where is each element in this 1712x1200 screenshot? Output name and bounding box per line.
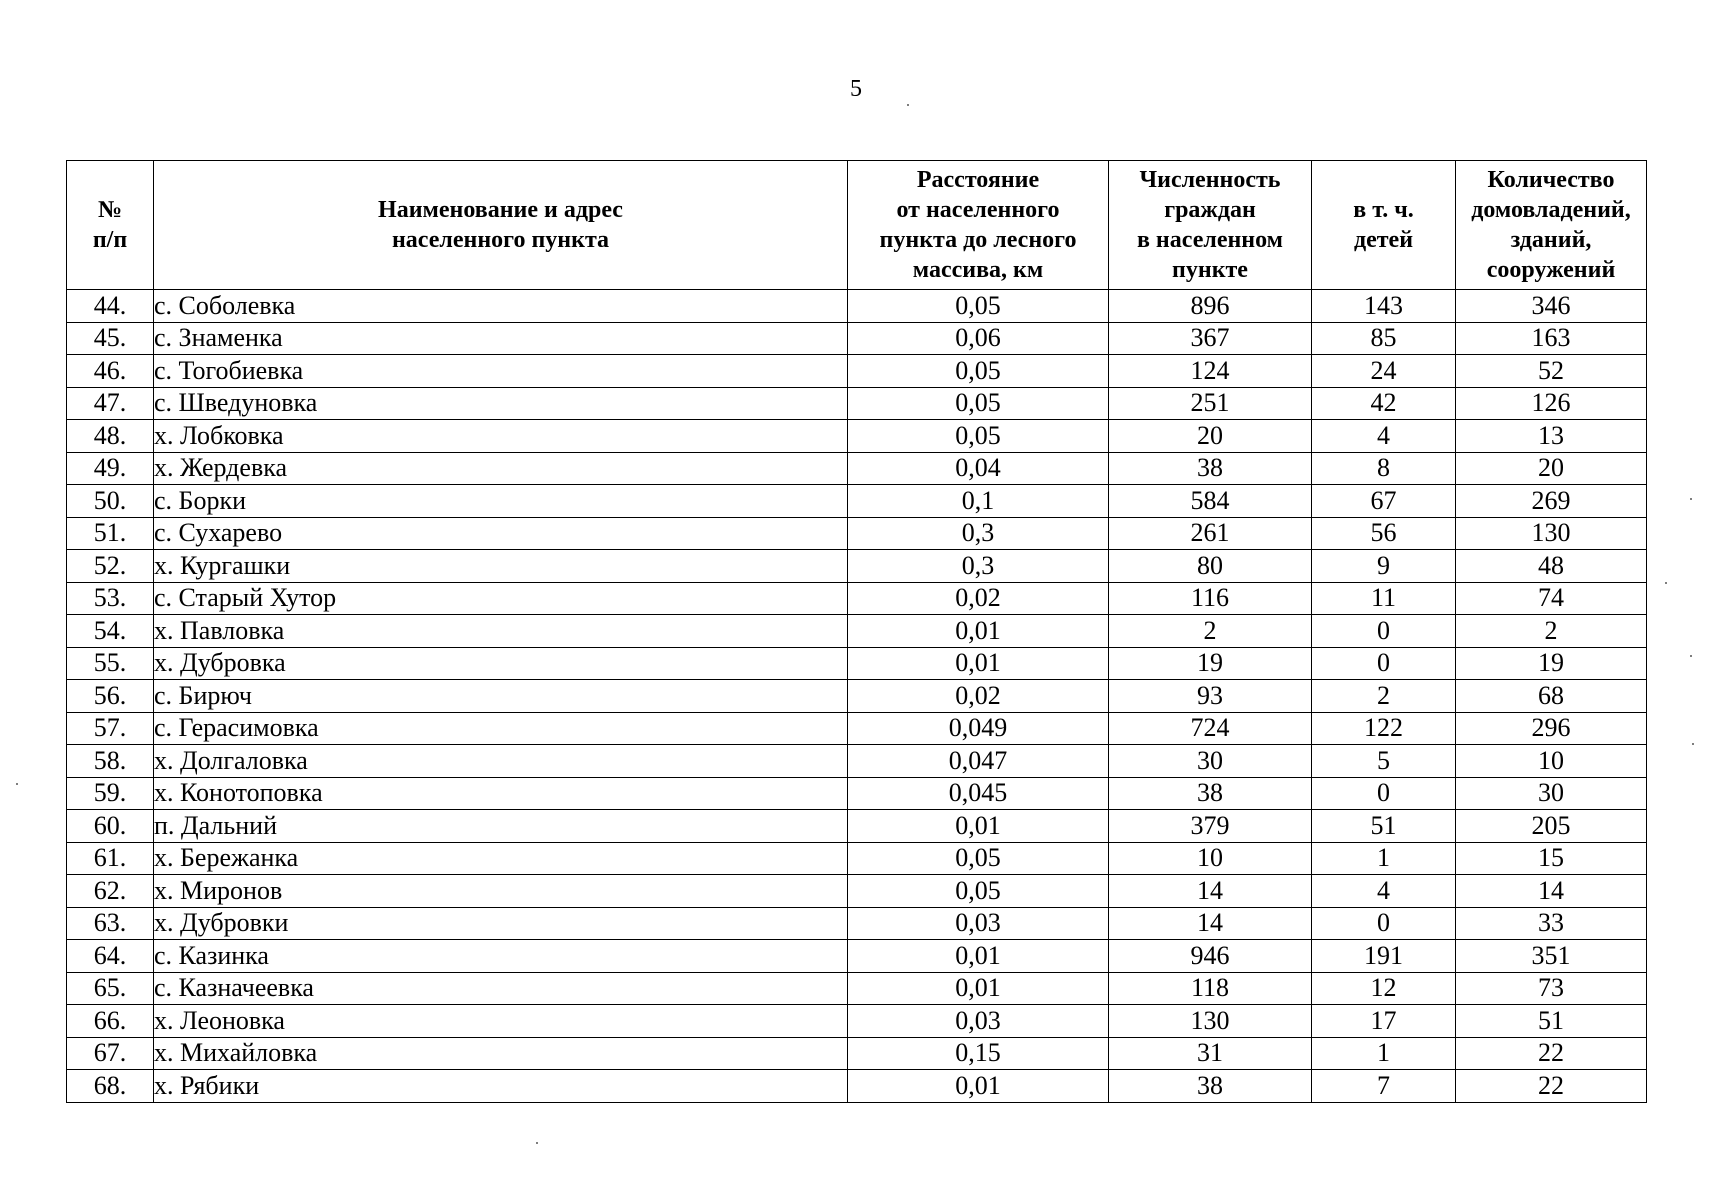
table-row — [67, 940, 1647, 973]
table-row — [67, 1037, 1647, 1070]
cell-buildings: 19 — [1456, 647, 1647, 680]
cell-number: 64. — [67, 940, 154, 973]
cell-buildings: 2 — [1456, 615, 1647, 648]
cell-name: с. Казинка — [154, 940, 848, 973]
page-number: 5 — [850, 76, 862, 102]
cell-name: с. Бирюч — [154, 680, 848, 713]
table-row — [67, 517, 1647, 550]
cell-children: 0 — [1312, 647, 1456, 680]
cell-distance: 0,05 — [848, 387, 1109, 420]
cell-number: 68. — [67, 1070, 154, 1103]
cell-name: с. Герасимовка — [154, 712, 848, 745]
cell-buildings: 74 — [1456, 582, 1647, 615]
cell-buildings: 15 — [1456, 842, 1647, 875]
cell-population: 38 — [1109, 777, 1312, 810]
table-body — [67, 290, 1647, 1103]
cell-population: 14 — [1109, 907, 1312, 940]
cell-children: 24 — [1312, 355, 1456, 388]
cell-name: х. Дубровка — [154, 647, 848, 680]
cell-buildings: 13 — [1456, 420, 1647, 453]
cell-name: х. Дубровки — [154, 907, 848, 940]
cell-number: 51. — [67, 517, 154, 550]
cell-buildings: 130 — [1456, 517, 1647, 550]
cell-children: 1 — [1312, 1037, 1456, 1070]
cell-buildings: 10 — [1456, 745, 1647, 778]
cell-name: х. Рябики — [154, 1070, 848, 1103]
table-header-row — [67, 161, 1647, 290]
cell-name: х. Долгаловка — [154, 745, 848, 778]
cell-children: 67 — [1312, 485, 1456, 518]
cell-buildings: 20 — [1456, 452, 1647, 485]
cell-number: 49. — [67, 452, 154, 485]
cell-population: 896 — [1109, 290, 1312, 323]
cell-number: 67. — [67, 1037, 154, 1070]
cell-number: 62. — [67, 875, 154, 908]
cell-children: 2 — [1312, 680, 1456, 713]
cell-population: 80 — [1109, 550, 1312, 583]
cell-buildings: 14 — [1456, 875, 1647, 908]
cell-number: 60. — [67, 810, 154, 843]
cell-number: 65. — [67, 972, 154, 1005]
cell-number: 44. — [67, 290, 154, 323]
cell-buildings: 33 — [1456, 907, 1647, 940]
cell-buildings: 269 — [1456, 485, 1647, 518]
cell-number: 54. — [67, 615, 154, 648]
table-row — [67, 387, 1647, 420]
cell-distance: 0,02 — [848, 582, 1109, 615]
cell-population: 130 — [1109, 1005, 1312, 1038]
cell-population: 10 — [1109, 842, 1312, 875]
table-row — [67, 550, 1647, 583]
table-row — [67, 842, 1647, 875]
cell-name: п. Дальний — [154, 810, 848, 843]
cell-population: 584 — [1109, 485, 1312, 518]
cell-distance: 0,01 — [848, 1070, 1109, 1103]
cell-name: х. Жердевка — [154, 452, 848, 485]
cell-population: 118 — [1109, 972, 1312, 1005]
header-buildings-label: Количество домовладений, зданий, сооружений — [1471, 167, 1631, 283]
cell-children: 56 — [1312, 517, 1456, 550]
cell-distance: 0,049 — [848, 712, 1109, 745]
scan-speck — [907, 104, 909, 106]
cell-children: 85 — [1312, 322, 1456, 355]
cell-number: 45. — [67, 322, 154, 355]
cell-distance: 0,05 — [848, 290, 1109, 323]
cell-distance: 0,05 — [848, 420, 1109, 453]
scan-speck — [1665, 582, 1667, 584]
cell-children: 51 — [1312, 810, 1456, 843]
cell-name: с. Казначеевка — [154, 972, 848, 1005]
table-row — [67, 680, 1647, 713]
cell-buildings: 163 — [1456, 322, 1647, 355]
cell-children: 0 — [1312, 907, 1456, 940]
cell-number: 47. — [67, 387, 154, 420]
cell-population: 946 — [1109, 940, 1312, 973]
cell-number: 46. — [67, 355, 154, 388]
table-row — [67, 777, 1647, 810]
table-row — [67, 355, 1647, 388]
table-row — [67, 420, 1647, 453]
cell-name: х. Бережанка — [154, 842, 848, 875]
header-population — [1109, 161, 1312, 290]
table-row — [67, 810, 1647, 843]
cell-children: 4 — [1312, 420, 1456, 453]
cell-distance: 0,06 — [848, 322, 1109, 355]
cell-name: х. Павловка — [154, 615, 848, 648]
cell-distance: 0,02 — [848, 680, 1109, 713]
cell-number: 50. — [67, 485, 154, 518]
cell-number: 59. — [67, 777, 154, 810]
cell-children: 8 — [1312, 452, 1456, 485]
cell-population: 38 — [1109, 1070, 1312, 1103]
table-row — [67, 290, 1647, 323]
cell-distance: 0,3 — [848, 517, 1109, 550]
cell-children: 42 — [1312, 387, 1456, 420]
cell-children: 0 — [1312, 615, 1456, 648]
table-row — [67, 615, 1647, 648]
cell-buildings: 126 — [1456, 387, 1647, 420]
header-children-label: в т. ч. детей — [1353, 197, 1414, 253]
cell-distance: 0,01 — [848, 647, 1109, 680]
cell-name: с. Соболевка — [154, 290, 848, 323]
cell-distance: 0,047 — [848, 745, 1109, 778]
cell-distance: 0,03 — [848, 907, 1109, 940]
table-row — [67, 582, 1647, 615]
cell-distance: 0,3 — [848, 550, 1109, 583]
header-population-label: Численность граждан в населенном пункте — [1136, 167, 1284, 283]
header-children — [1312, 161, 1456, 290]
cell-distance: 0,01 — [848, 810, 1109, 843]
cell-distance: 0,1 — [848, 485, 1109, 518]
header-distance-label: Расстояние от населенного пункта до лесного массива, км — [879, 167, 1077, 283]
cell-children: 5 — [1312, 745, 1456, 778]
header-name — [154, 161, 848, 290]
table-row — [67, 1005, 1647, 1038]
cell-number: 52. — [67, 550, 154, 583]
cell-name: с. Знаменка — [154, 322, 848, 355]
cell-children: 143 — [1312, 290, 1456, 323]
cell-distance: 0,045 — [848, 777, 1109, 810]
cell-buildings: 73 — [1456, 972, 1647, 1005]
cell-distance: 0,15 — [848, 1037, 1109, 1070]
cell-name: с. Тогобиевка — [154, 355, 848, 388]
cell-buildings: 22 — [1456, 1070, 1647, 1103]
table-row — [67, 745, 1647, 778]
cell-distance: 0,05 — [848, 875, 1109, 908]
settlements-table — [66, 160, 1647, 1103]
cell-buildings: 205 — [1456, 810, 1647, 843]
cell-name: х. Кургашки — [154, 550, 848, 583]
scan-speck — [536, 1142, 538, 1144]
header-name-label: Наименование и адрес населенного пункта — [378, 197, 623, 253]
cell-number: 56. — [67, 680, 154, 713]
cell-buildings: 51 — [1456, 1005, 1647, 1038]
cell-population: 2 — [1109, 615, 1312, 648]
cell-buildings: 296 — [1456, 712, 1647, 745]
cell-distance: 0,04 — [848, 452, 1109, 485]
cell-buildings: 346 — [1456, 290, 1647, 323]
header-buildings — [1456, 161, 1647, 290]
cell-population: 251 — [1109, 387, 1312, 420]
cell-name: х. Миронов — [154, 875, 848, 908]
cell-distance: 0,01 — [848, 972, 1109, 1005]
cell-children: 4 — [1312, 875, 1456, 908]
cell-population: 116 — [1109, 582, 1312, 615]
scan-speck — [16, 783, 18, 785]
cell-buildings: 68 — [1456, 680, 1647, 713]
cell-buildings: 30 — [1456, 777, 1647, 810]
cell-population: 31 — [1109, 1037, 1312, 1070]
table-row — [67, 972, 1647, 1005]
table-row — [67, 1070, 1647, 1103]
cell-buildings: 52 — [1456, 355, 1647, 388]
cell-population: 20 — [1109, 420, 1312, 453]
scan-speck — [1690, 655, 1692, 657]
cell-number: 55. — [67, 647, 154, 680]
cell-name: х. Леоновка — [154, 1005, 848, 1038]
cell-number: 57. — [67, 712, 154, 745]
cell-population: 14 — [1109, 875, 1312, 908]
cell-number: 61. — [67, 842, 154, 875]
cell-population: 124 — [1109, 355, 1312, 388]
table-row — [67, 485, 1647, 518]
header-number-label: № п/п — [92, 197, 128, 253]
cell-number: 53. — [67, 582, 154, 615]
cell-children: 12 — [1312, 972, 1456, 1005]
scan-speck — [1690, 498, 1692, 500]
cell-children: 11 — [1312, 582, 1456, 615]
cell-population: 38 — [1109, 452, 1312, 485]
cell-children: 191 — [1312, 940, 1456, 973]
cell-children: 17 — [1312, 1005, 1456, 1038]
cell-name: х. Михайловка — [154, 1037, 848, 1070]
cell-population: 379 — [1109, 810, 1312, 843]
cell-children: 7 — [1312, 1070, 1456, 1103]
cell-name: с. Старый Хутор — [154, 582, 848, 615]
cell-population: 261 — [1109, 517, 1312, 550]
header-number — [67, 161, 154, 290]
table-row — [67, 322, 1647, 355]
cell-distance: 0,01 — [848, 940, 1109, 973]
cell-name: х. Лобковка — [154, 420, 848, 453]
cell-population: 367 — [1109, 322, 1312, 355]
cell-name: х. Конотоповка — [154, 777, 848, 810]
table-row — [67, 452, 1647, 485]
cell-distance: 0,05 — [848, 355, 1109, 388]
header-distance — [848, 161, 1109, 290]
cell-population: 93 — [1109, 680, 1312, 713]
cell-buildings: 351 — [1456, 940, 1647, 973]
cell-name: с. Шведуновка — [154, 387, 848, 420]
table-row — [67, 907, 1647, 940]
cell-distance: 0,05 — [848, 842, 1109, 875]
scan-speck — [1692, 743, 1694, 745]
cell-distance: 0,03 — [848, 1005, 1109, 1038]
cell-number: 48. — [67, 420, 154, 453]
cell-distance: 0,01 — [848, 615, 1109, 648]
cell-population: 30 — [1109, 745, 1312, 778]
cell-number: 63. — [67, 907, 154, 940]
cell-name: с. Сухарево — [154, 517, 848, 550]
table-row — [67, 875, 1647, 908]
cell-children: 122 — [1312, 712, 1456, 745]
cell-buildings: 22 — [1456, 1037, 1647, 1070]
cell-number: 58. — [67, 745, 154, 778]
cell-population: 19 — [1109, 647, 1312, 680]
cell-population: 724 — [1109, 712, 1312, 745]
cell-children: 1 — [1312, 842, 1456, 875]
cell-name: с. Борки — [154, 485, 848, 518]
cell-children: 0 — [1312, 777, 1456, 810]
cell-children: 9 — [1312, 550, 1456, 583]
table-row — [67, 647, 1647, 680]
table-row — [67, 712, 1647, 745]
cell-number: 66. — [67, 1005, 154, 1038]
cell-buildings: 48 — [1456, 550, 1647, 583]
